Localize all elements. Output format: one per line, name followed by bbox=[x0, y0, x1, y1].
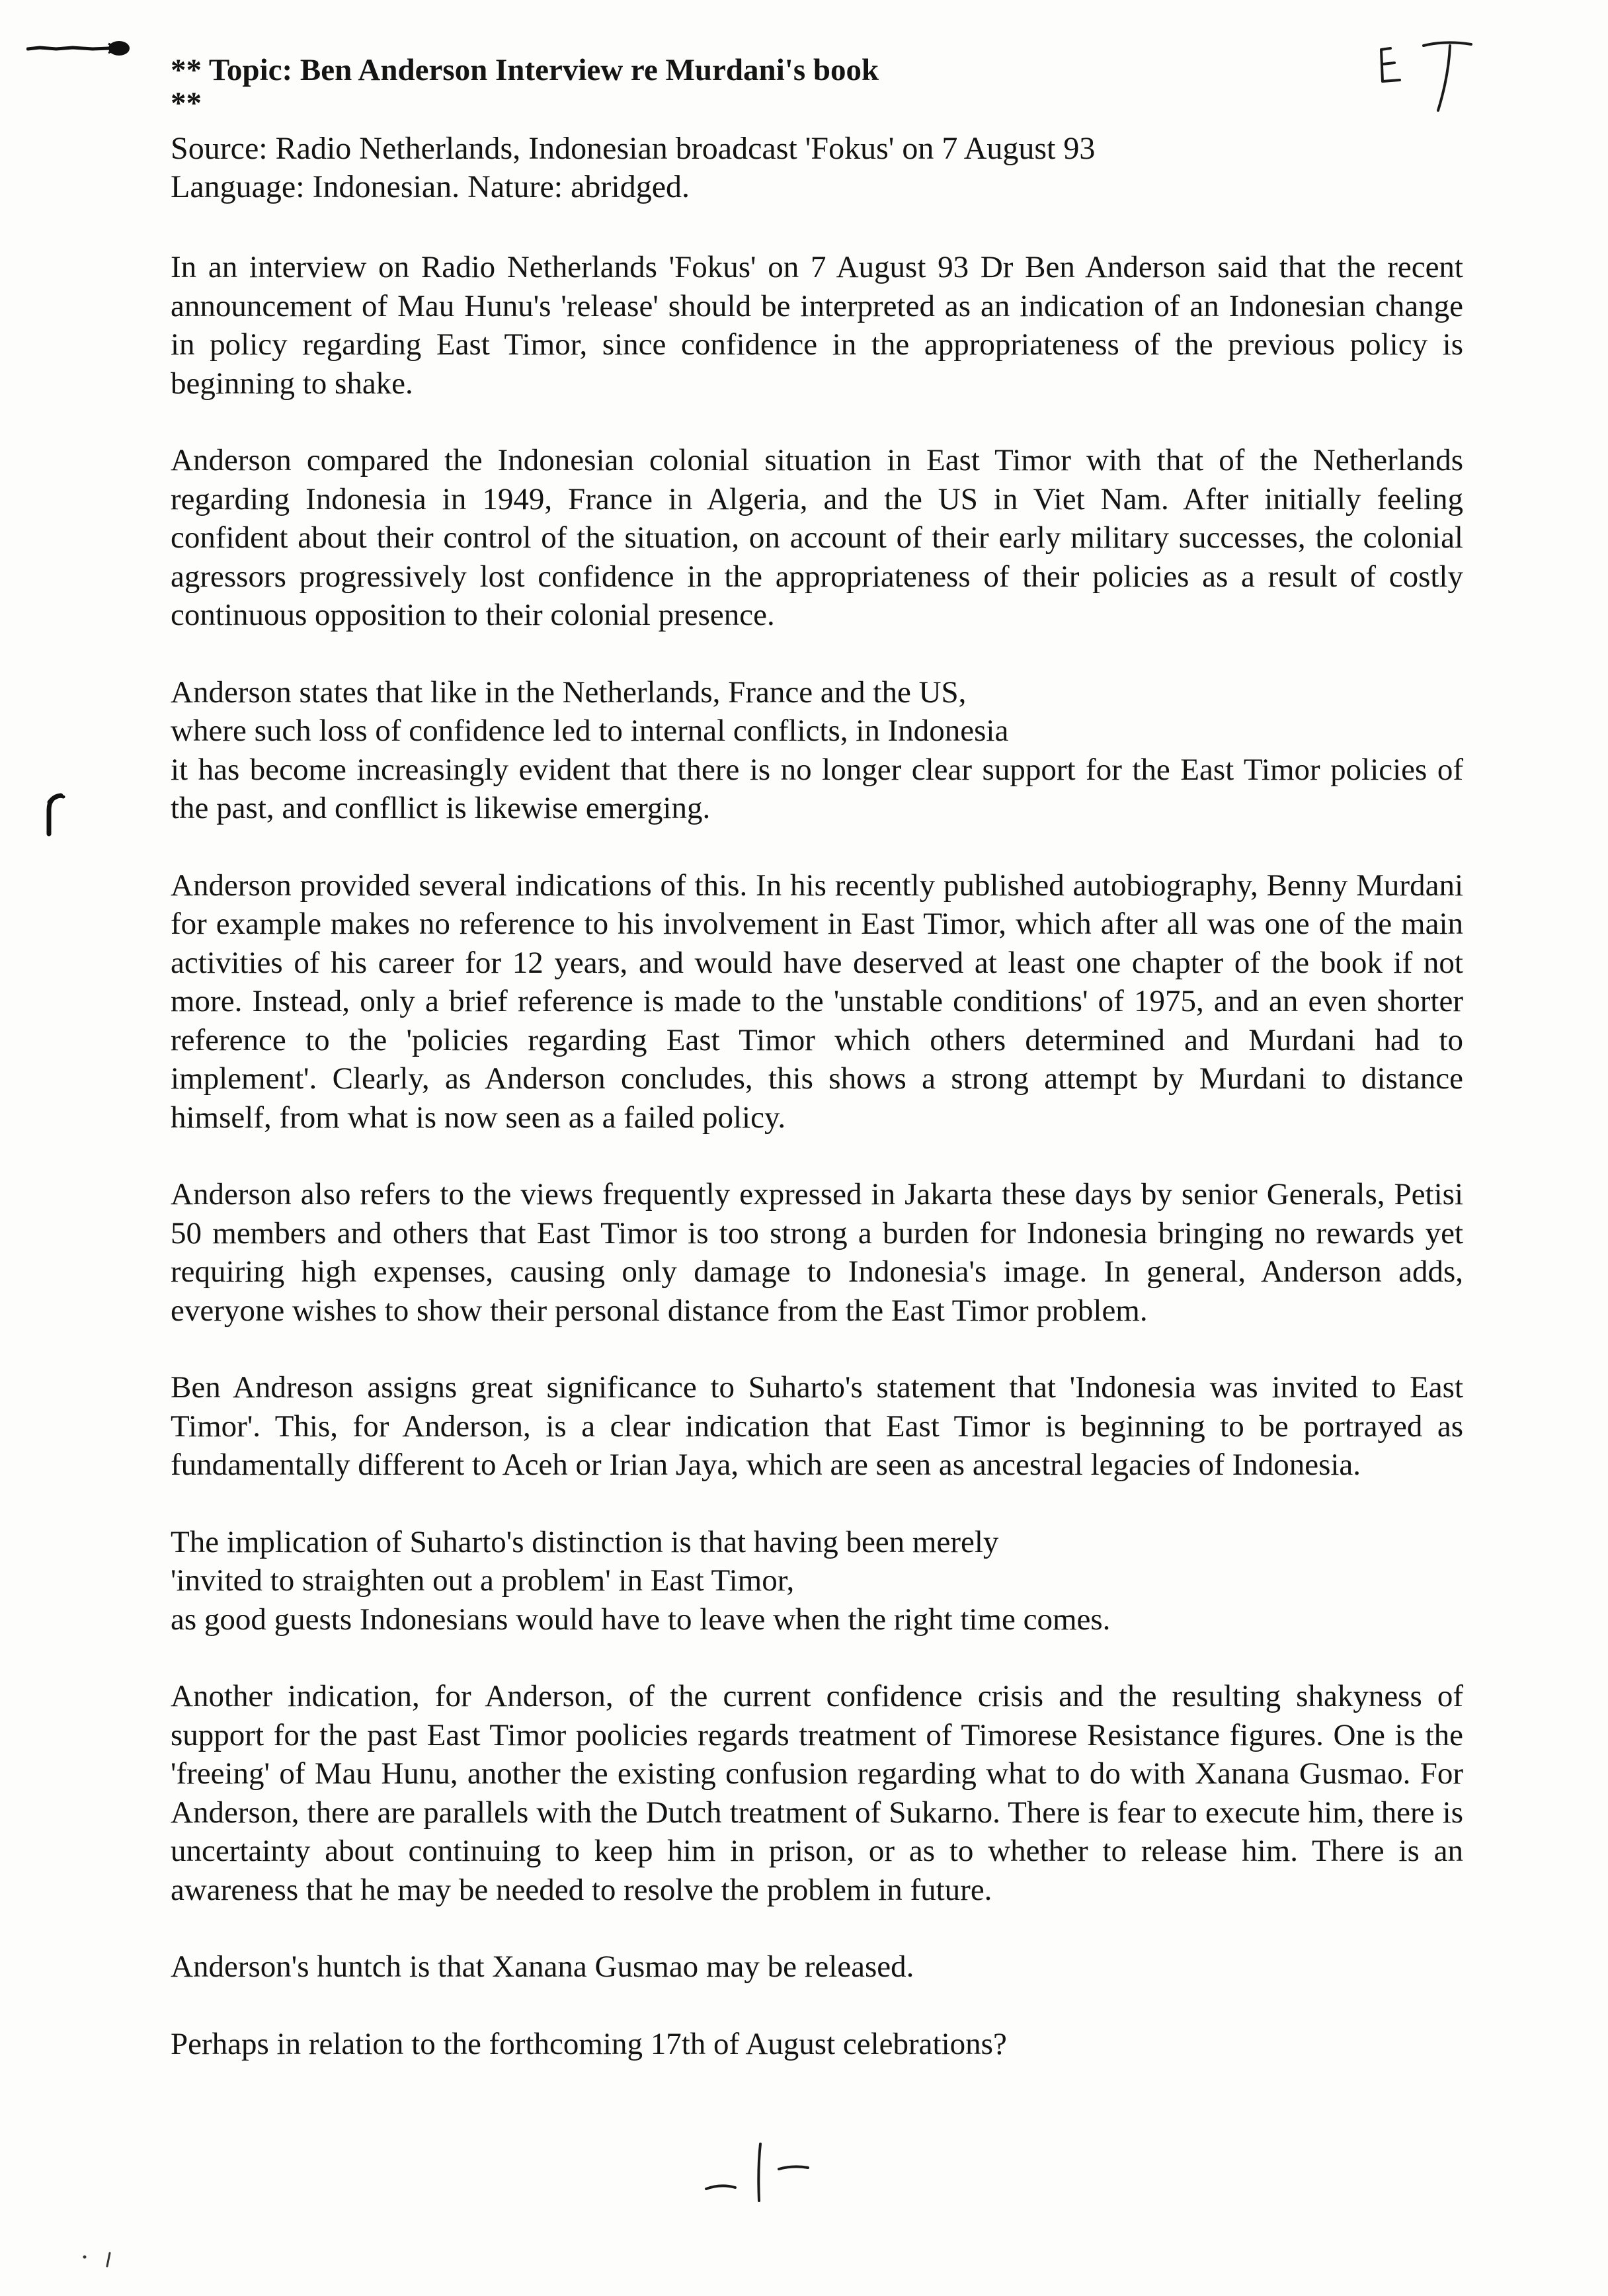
paragraph-line: it has become increasingly evident that there is no longer clear support for the East Timor policies of the past, and confllict is likewise emerging. bbox=[171, 752, 1463, 825]
paragraph-internal-conflict bbox=[171, 673, 1463, 828]
paragraph-line: where such loss of confidence led to internal conflicts, in Indonesia bbox=[171, 714, 1009, 748]
paragraph-line: as good guests Indonesians would have to leave when the right time comes. bbox=[171, 1602, 1111, 1637]
paragraph-august-celebrations: Perhaps in relation to the forthcoming 17th of August celebrations? bbox=[171, 2026, 1007, 2061]
language-line: Language: Indonesian. Nature: abridged. bbox=[171, 169, 690, 204]
paragraph-colonial-comparison: Anderson compared the Indonesian colonial situation in East Timor with that of the Netherlands regarding Indonesia in 1949, France in Algeria, and the US in Viet Nam. After initially feeling confident about their control of the situation, on account of their early military successes, the colonial agressors progressively lost confidence in the appropriateness of their policies as a result of costly continuous opposition to their colonial presence. bbox=[171, 443, 1463, 632]
paragraph-line: The implication of Suharto's distinction is that having been merely bbox=[171, 1524, 999, 1559]
paragraph-suharto-implication bbox=[171, 1523, 1463, 1639]
document-header bbox=[171, 52, 1427, 206]
topic-stars: ** bbox=[171, 86, 202, 120]
source-line: Source: Radio Netherlands, Indonesian broadcast 'Fokus' on 7 August 93 bbox=[171, 131, 1096, 166]
scan-dots bbox=[79, 2245, 119, 2272]
paragraph-resistance-figures: Another indication, for Anderson, of the current confidence crisis and the resulting shakyness of support for the past East Timor poolicies regards treatment of Timorese Resistance figures. One is the 'freeing' of Mau Hunu, another the existing confusion regarding what to do with Xanana Gusmao. For Anderson, there are parallels with the Dutch treatment of Sukarno. There is fear to execute him, there is uncertainty about continuing to keep him in prison, or as to whether to release him. There is an awareness that he may be needed to resolve the problem in future. bbox=[171, 1679, 1463, 1907]
paragraph-suharto-statement: Ben Andreson assigns great significance to Suharto's statement that 'Indonesia was invited to East Timor'. This, for Anderson, is a clear indication that East Timor is beginning to be portrayed as fundamentally different to Aceh or Irian Jaya, which are seen as ancestral legacies of Indonesia. bbox=[171, 1370, 1463, 1482]
document-body bbox=[171, 248, 1463, 2102]
topic-heading: ** Topic: Ben Anderson Interview re Murdani's book bbox=[171, 53, 879, 87]
handwritten-page-number bbox=[701, 2135, 813, 2207]
paragraph-xanana-hunch: Anderson's huntch is that Xanana Gusmao may be released. bbox=[171, 1949, 914, 1984]
paragraph-interview-intro: In an interview on Radio Netherlands 'Fokus' on 7 August 93 Dr Ben Anderson said that the recent announcement of Mau Hunu's 'release' should be interpreted as an indication of an Indonesian change in policy regarding East Timor, since confidence in the appropriateness of the previous policy is beginning to shake. bbox=[171, 250, 1463, 401]
paragraph-line: 'invited to straighten out a problem' in East Timor, bbox=[171, 1563, 795, 1598]
paragraph-line: Anderson states that like in the Netherlands, France and the US, bbox=[171, 675, 967, 710]
paragraph-murdani-autobiography: Anderson provided several indications of this. In his recently published autobiography, Benny Murdani for example makes no reference to his involvement in East Timor, which after all was one of the main activities of his career for 12 years, and would have deserved at least one chapter of the book if not more. Instead, only a brief reference is made to the 'unstable conditions' of 1975, and an even shorter reference to the 'policies regarding East Timor which others determined and Murdani had to implement'. Clearly, as Anderson concludes, this shows a strong attempt by Murdani to distance himself, from what is now seen as a failed policy. bbox=[171, 868, 1463, 1135]
punch-mark-icon bbox=[26, 38, 132, 58]
paragraph-jakarta-views: Anderson also refers to the views frequently expressed in Jakarta these days by senior Generals, Petisi 50 members and others that East Timor is too strong a burden for Indonesia bringing no rewards yet requiring high expenses, causing only damage to Indonesia's image. In general, Anderson adds, everyone wishes to show their personal distance from the East Timor problem. bbox=[171, 1177, 1463, 1328]
margin-bracket-mark bbox=[41, 790, 67, 837]
